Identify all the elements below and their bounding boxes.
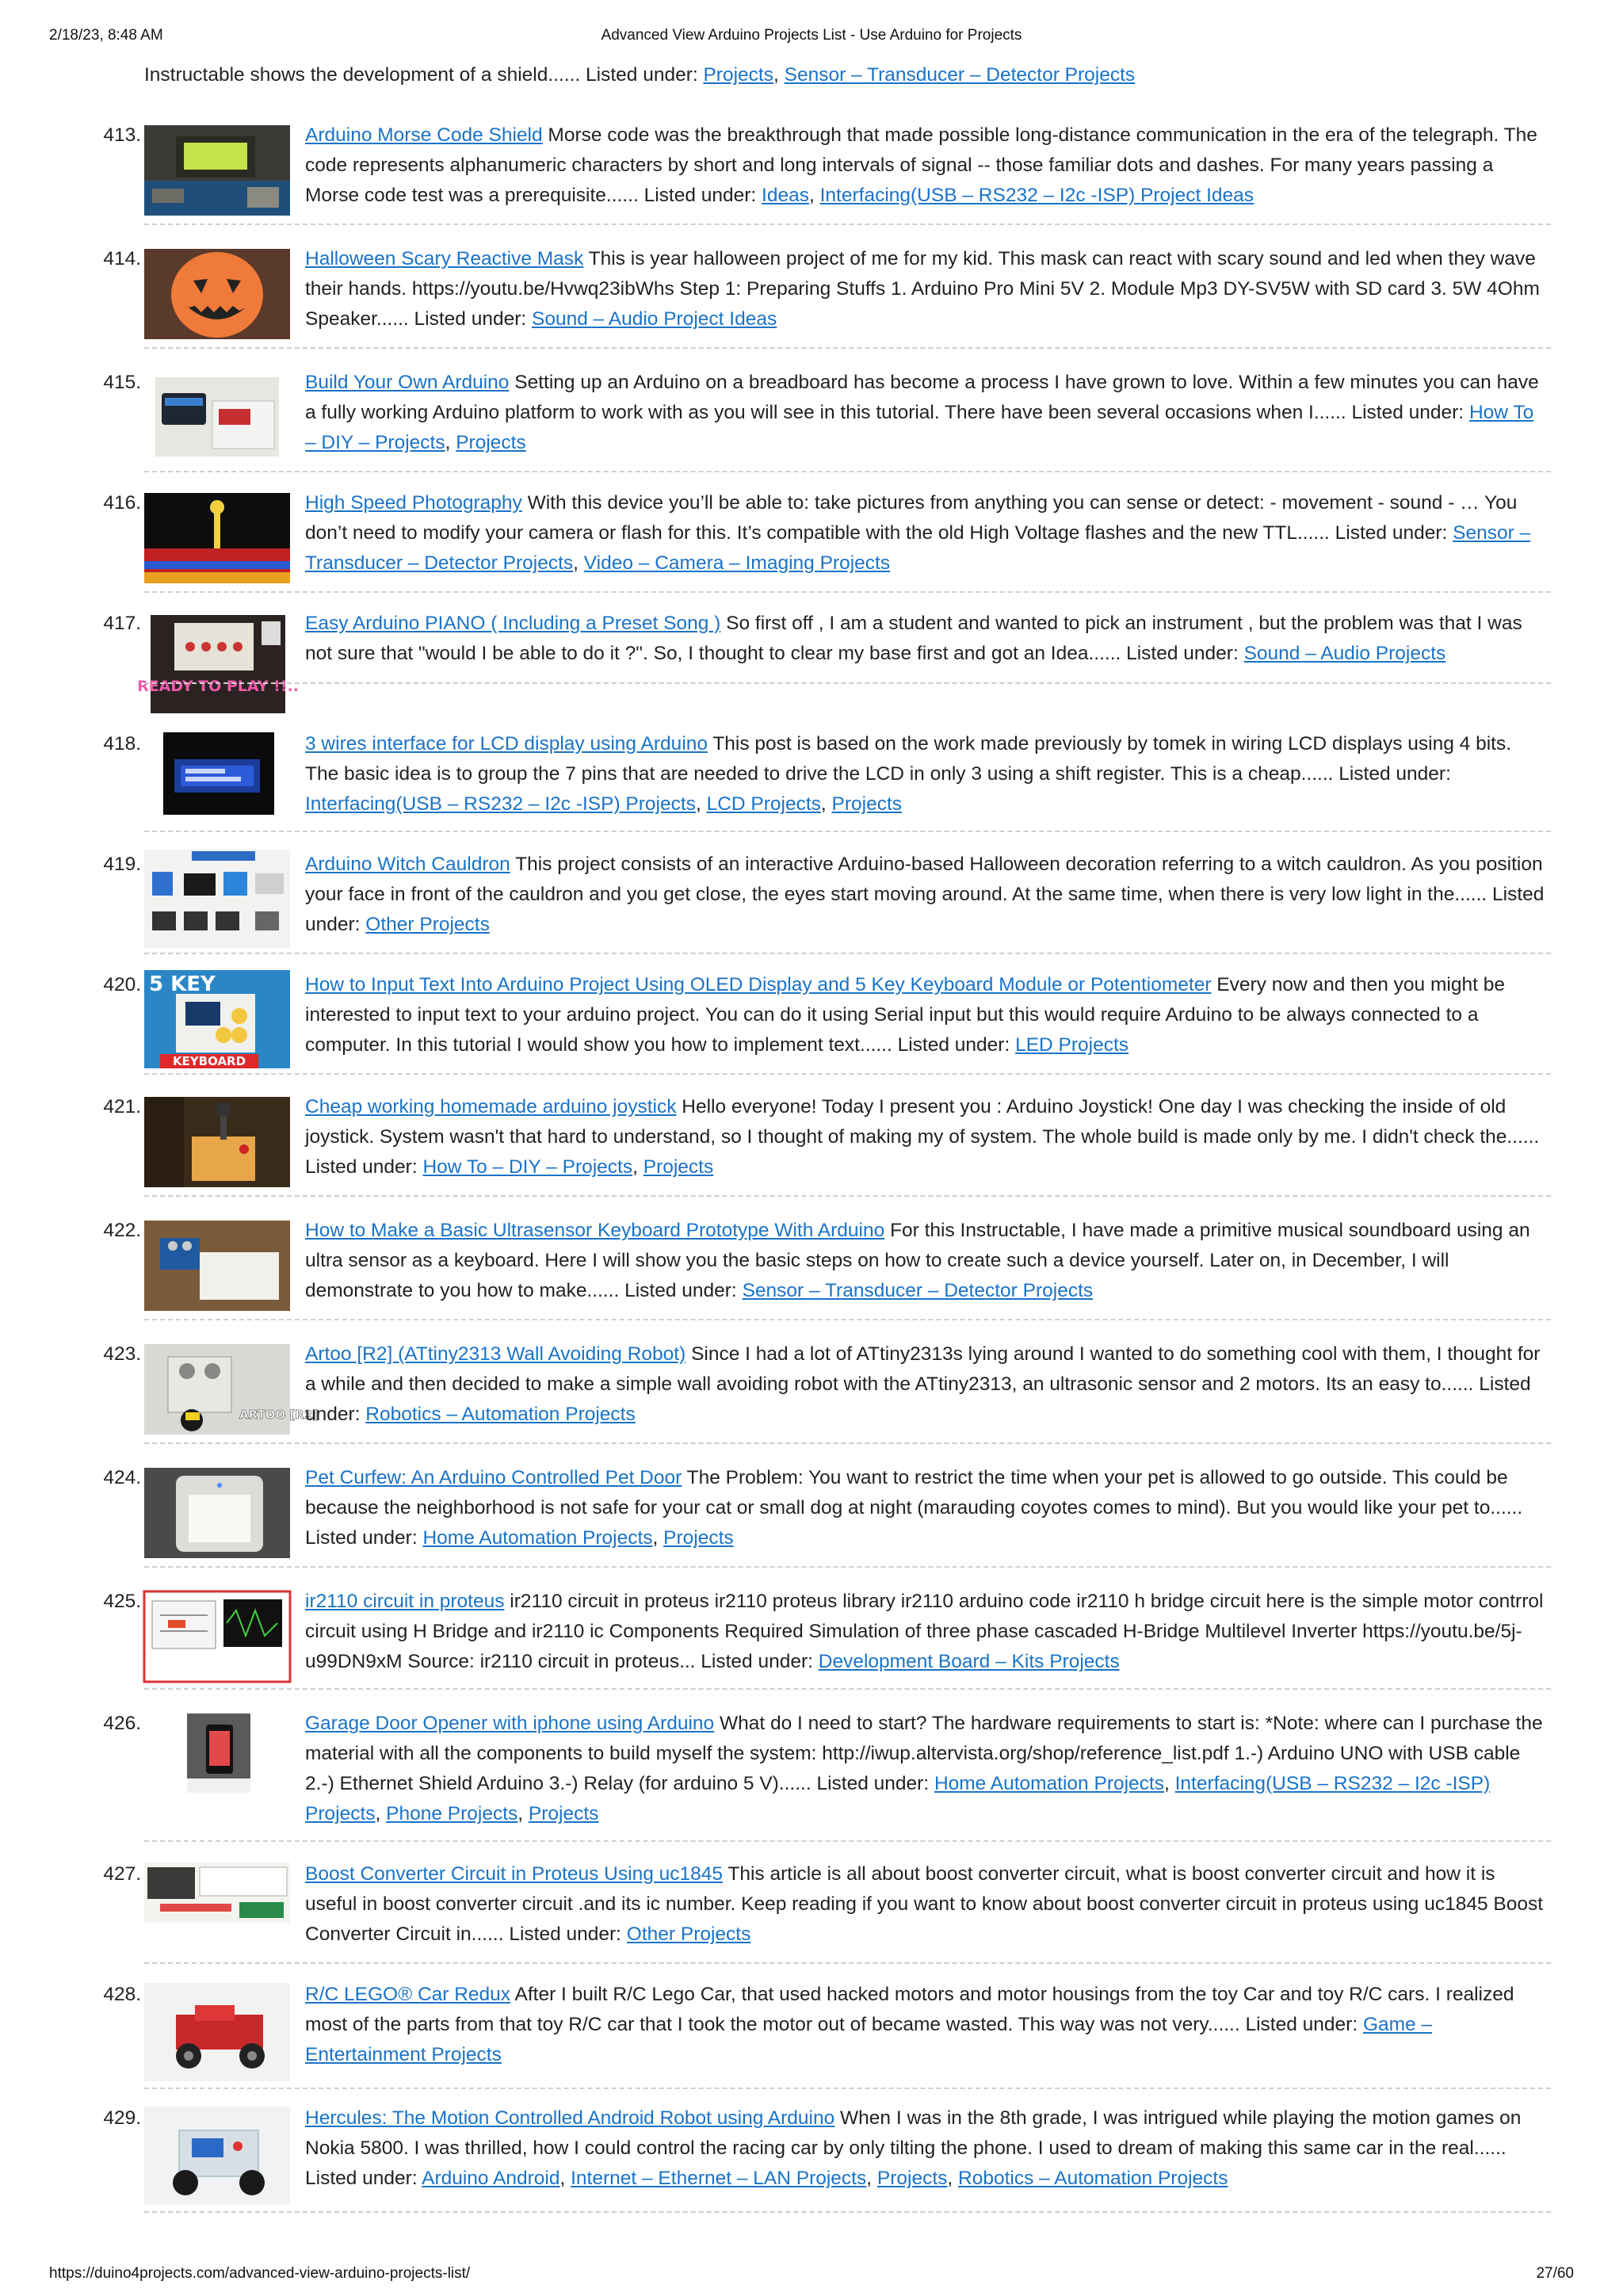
page-url: https://duino4projects.com/advanced-view-arduino-projects-list/ [49, 2265, 471, 2282]
item-number: 423. [103, 1343, 141, 1365]
page-number: 27/60 [1536, 2265, 1574, 2282]
item-divider [144, 1962, 1551, 1964]
item-number: 413. [103, 124, 141, 146]
category-link[interactable]: Sound – Audio Project Ideas [532, 308, 777, 330]
item-description: Hercules: The Motion Controlled Android Robot using Arduino When I was in the 8th grade, I was intrigued while playing the motion games on Nokia 5800. I was thrilled, how I could control the racing car by only tilting the phone. I used to dream of making this same car in the real...... Listed under: Arduino Android, Internet – Ethernet – LAN Projects, Projects, Robotics – Automation Projects [305, 2107, 1522, 2189]
item-description: Pet Curfew: An Arduino Controlled Pet Door The Problem: You want to restrict the time when your pet is allowed to go outside. This could be because the neighborhood is not safe for your cat or small dog at night (marauding coyotes comes to mind). But you would like your pet to...... Listed under: Home Automation Projects, Projects [305, 1467, 1523, 1549]
category-link[interactable]: Home Automation Projects [934, 1773, 1164, 1794]
intro-link-sensor[interactable]: Sensor – Transducer – Detector Projects [784, 64, 1136, 86]
joystick-photo [144, 1097, 290, 1187]
thumbnail-image[interactable] [144, 2107, 290, 2205]
item-description: Garage Door Opener with iphone using Arduino What do I need to start? The hardware requirements to start is: *Note: where can I purchase the material with all the components to build myself the system: http://iwup.altervista.org/shop/reference_list.pdf 1.-) Arduino UNO with USB cable 2.-) Ethernet Shield Arduino 3.-) Relay (for arduino 5 V)...... Listed under: Home Automation Projects, Interfacing(USB – RS232 – I2c -ISP) Projects, Phone Projects, Projects [305, 1713, 1543, 1824]
item-divider [144, 1566, 1551, 1568]
item-description: Arduino Morse Code Shield Morse code was the breakthrough that made possible long-distance communication in the era of the telegraph. The code represents alphanumeric characters by short and long intervals of signal -- those familiar dots and dashes. For many years passing a Morse code test was a prerequisite...... Listed under: Ideas, Interfacing(USB – RS232 – I2c -ISP) Project Ideas [305, 124, 1537, 206]
category-link[interactable]: Robotics – Automation Projects [365, 1404, 636, 1425]
item-title-link[interactable]: How to Input Text Into Arduino Project Using OLED Display and 5 Key Keyboard Module or Potentiometer [305, 974, 1212, 995]
item-title-link[interactable]: Arduino Witch Cauldron [305, 854, 510, 875]
thumbnail-image[interactable] [144, 1097, 290, 1187]
item-divider [144, 471, 1551, 472]
proteus-circuit-photo [144, 1591, 290, 1682]
pumpkin-mask-photo [144, 249, 290, 339]
item-number: 414. [103, 248, 141, 269]
item-number: 428. [103, 1984, 141, 2005]
intro-body: Instructable shows the development of a shield...... Listed under: [144, 64, 704, 86]
item-description [305, 1980, 1549, 2070]
thumbnail-image[interactable] [163, 732, 274, 815]
item-title-link[interactable]: 3 wires interface for LCD display using Arduino [305, 733, 708, 755]
thumbnail-image[interactable] [144, 1221, 290, 1311]
item-number: 424. [103, 1467, 141, 1488]
item-number: 420. [103, 974, 141, 995]
item-title-link[interactable]: Build Your Own Arduino [305, 372, 510, 393]
item-title-link[interactable]: Arduino Morse Code Shield [305, 124, 543, 146]
item-text: The Problem: You want to restrict the time when your pet is allowed to go outside. This could be because the neighborhood is not safe for your cat or small dog at night (marauding coyotes comes to mind). But you would like your pet to...... Listed under: [305, 1467, 1523, 1549]
item-description: High Speed Photography With this device you’ll be able to: take pictures from anything you can sense or detect: - movement - sound - … You don’t need to modify your camera or flash for this. It’s compatible with the old High Voltage flashes and the new TTL...... Listed under: Sensor – Transducer – Detector Projects, Video – Camera – Imaging Projects [305, 492, 1531, 574]
category-link[interactable]: Interfacing(USB – RS232 – I2c -ISP) Project Ideas [819, 185, 1254, 206]
item-text: This is year halloween project of me for my kid. This mask can react with scary sound and led when they wave their hands. https://youtu.be/Hvwq23ibWhs Step 1: Preparing Stuffs 1. Arduino Pro Mini 5V 2. Module Mp3 DY-SV5W with SD card 3. 5W 4Ohm Speaker...... Listed under: [305, 248, 1540, 330]
category-link[interactable]: Arduino Android [422, 2168, 560, 2189]
item-title-link[interactable]: Garage Door Opener with iphone using Arduino [305, 1713, 715, 1734]
boost-converter-photo [144, 1862, 290, 1923]
item-divider [144, 2211, 1551, 2213]
item-description: 3 wires interface for LCD display using Arduino This post is based on the work made previously by tomek in wiring LCD displays using 4 bits. The basic idea is to group the 7 pins that are needed to drive the LCD in only 3 using a shift register. This is a cheap...... Listed under: Interfacing(USB – RS232 – I2c -ISP) Projects, LCD Projects, Projects [305, 733, 1511, 815]
item-description [305, 1216, 1549, 1306]
thumbnail-image[interactable] [155, 377, 279, 457]
pet-door-photo [144, 1468, 290, 1558]
item-divider [144, 591, 1551, 593]
thumb-caption: 5 KEY [149, 972, 216, 996]
item-description [305, 850, 1549, 940]
category-link[interactable]: Projects [528, 1803, 599, 1824]
cauldron-components-photo [144, 850, 290, 948]
item-text: Since I had a lot of ATtiny2313s lying around I wanted to do something cool with them, I thought for a while and then decided to make a simple wall avoiding robot with the ATtiny2313, an ultrasonic sensor and 2 motors. Its an easy to...... Listed under: [305, 1343, 1541, 1425]
item-text: With this device you’ll be able to: take pictures from anything you can sense or detect: - movement - sound - … You don’t need to modify your camera or flash for this. It’s compatible with the old High Voltage flashes and the new TTL...... Listed under: [305, 492, 1518, 544]
category-link[interactable]: Video – Camera – Imaging Projects [583, 552, 891, 574]
item-text: Morse code was the breakthrough that made possible long-distance communication in the era of the telegraph. The code represents alphanumeric characters by short and long intervals of signal -- those familiar dots and dashes. For many years passing a Morse code test was a prerequisite...... Listed under: [305, 124, 1537, 206]
item-description [305, 970, 1549, 1060]
keyboard-module-photo [144, 970, 290, 1068]
item-number: 421. [103, 1096, 141, 1117]
arduino-piano-photo [137, 615, 299, 713]
item-text: For this Instructable, I have made a primitive musical soundboard using an ultra sensor as a keyboard. Here I will show you the basic steps on how to create such a device yourself. Later on, in December, I will demonstrate to you how to make...... Listed under: [305, 1220, 1530, 1301]
item-text: So first off , I am a student and wanted to pick an instrument , but the problem was that I was not sure that "would I be able to do it ?". So, I thought to clear my base first and got an Idea...... Listed under: [305, 613, 1522, 664]
category-link[interactable]: Home Automation Projects [422, 1527, 653, 1549]
category-link[interactable]: Sound – Audio Projects [1243, 643, 1446, 664]
category-link[interactable]: Projects [643, 1156, 714, 1178]
item-description [305, 1859, 1549, 1950]
category-link[interactable]: Robotics – Automation Projects [958, 2168, 1228, 2189]
item-text: Every now and then you might be interested to input text to your arduino project. You can do it using Serial input but this would require Arduino to be always connected to a computer. In this tutorial I would show you how to implement text...... Listed under: [305, 974, 1505, 1056]
category-link[interactable]: Other Projects [626, 1924, 751, 1945]
intro-text: Instructable shows the development of a shield...... Listed under: Projects, Sensor – Transducer – Detector Projects [144, 64, 1136, 86]
item-number: 426. [103, 1713, 141, 1734]
category-link[interactable]: Projects [663, 1527, 734, 1549]
item-number: 422. [103, 1220, 141, 1241]
item-number: 417. [103, 613, 141, 634]
print-footer [49, 2265, 1574, 2287]
category-link[interactable]: LED Projects [1015, 1034, 1129, 1056]
item-title-link[interactable]: R/C LEGO® Car Redux [305, 1984, 511, 2005]
thumbnail-image[interactable] [144, 249, 290, 339]
iphone-garage-photo [187, 1713, 250, 1793]
item-divider [144, 953, 1551, 954]
item-number: 425. [103, 1591, 141, 1612]
item-title-link[interactable]: How to Make a Basic Ultrasensor Keyboard Prototype With Arduino [305, 1220, 885, 1241]
thumbnail-image[interactable] [137, 615, 299, 713]
page-title: Advanced View Arduino Projects List - Use Arduino for Projects [601, 27, 1022, 44]
category-link[interactable]: Projects [456, 432, 526, 453]
category-link[interactable]: Phone Projects [386, 1803, 518, 1824]
item-description: Cheap working homemade arduino joystick Hello everyone! Today I present you : Arduino Joystick! One day I was checking the inside of old joystick. System wasn't that hard to understand, so I thought of making my of system. The whole build is made only by me. I didn't check the...... Listed under: How To – DIY – Projects, Projects [305, 1096, 1540, 1178]
item-title-link[interactable]: Halloween Scary Reactive Mask [305, 248, 584, 269]
item-description: Build Your Own Arduino Setting up an Arduino on a breadboard has become a process I have grown to love. Within a few minutes you can have a fully working Arduino platform to work with as you will see in this tutorial. There have been several occasions when I...... Listed under: How To – DIY – Projects, Projects [305, 372, 1539, 453]
item-title-link[interactable]: Boost Converter Circuit in Proteus Using uc1845 [305, 1863, 724, 1885]
item-text: This project consists of an interactive Arduino-based Halloween decoration referring to a witch cauldron. As you position your face in front of the cauldron and you get close, the eyes start moving around. At the same time, when there is very low light in the...... Listed under: [305, 854, 1545, 935]
item-text: This article is all about boost converter circuit, what is boost converter circuit and how it is useful in boost converter circuit .and its ic number. Keep reading if you want to know about boost converter circuit in proteus using uc1845 Boost Converter Circuit in...... Listed under: [305, 1863, 1544, 1945]
item-description [305, 1587, 1549, 1677]
thumbnail-image[interactable] [144, 1591, 290, 1682]
lcd-shield-photo [144, 125, 290, 216]
item-title-link[interactable]: Artoo [R2] (ATtiny2313 Wall Avoiding Robot) [305, 1343, 686, 1365]
category-link[interactable]: Interfacing(USB – RS232 – I2c -ISP) Projects [305, 793, 696, 815]
item-description [305, 1339, 1549, 1430]
item-divider [144, 347, 1551, 349]
category-link[interactable]: LCD Projects [706, 793, 821, 815]
item-title-link[interactable]: ir2110 circuit in proteus [305, 1591, 505, 1612]
item-number: 415. [103, 372, 141, 393]
breadboard-arduino-photo [155, 377, 279, 457]
item-title-link[interactable]: Pet Curfew: An Arduino Controlled Pet Door [305, 1467, 682, 1488]
thumbnail-image[interactable] [144, 1468, 290, 1558]
thumbnail-image[interactable] [187, 1713, 250, 1793]
item-text: When I was in the 8th grade, I was intrigued while playing the motion games on Nokia 5800. I was thrilled, how I could control the racing car by only tilting the phone. I used to dream of making this same car in the real...... Listed under: [305, 2107, 1522, 2189]
item-text: After I built R/C Lego Car, that used hacked motors and motor housings from the toy Car and toy R/C cars. I realized most of the parts from that toy R/C car that I took the motor out of became wasted. This way was not very...... Listed under: [305, 1984, 1514, 2035]
thumbnail-image[interactable] [144, 1344, 319, 1435]
category-link[interactable]: Sensor – Transducer – Detector Projects [742, 1280, 1094, 1301]
item-divider [144, 1688, 1551, 1690]
lcd-display-photo [163, 732, 274, 815]
lego-car-photo [144, 1983, 290, 2081]
thumbnail-image[interactable] [144, 970, 290, 1068]
item-text: Hello everyone! Today I present you : Arduino Joystick! One day I was checking the inside of old joystick. System wasn't that hard to understand, so I thought of making my of system. The whole build is made only by me. I didn't check the...... Listed under: [305, 1096, 1540, 1178]
item-divider [144, 1442, 1551, 1444]
item-text: Setting up an Arduino on a breadboard has become a process I have grown to love. Within a few minutes you can have a fully working Arduino platform to work with as you will see in this tutorial. There have been several occasions when I...... Listed under: [305, 372, 1539, 423]
android-robot-photo [144, 2107, 290, 2205]
item-text: ir2110 circuit in proteus ir2110 proteus library ir2110 arduino code ir2110 h bridge circuit here is the simple motor contrrol circuit using H Bridge and ir2110 ic Components Required Simulation of three phase cascaded H-Bridge Multilevel Inverter https://youtu.be/5j-u99DN9xM Source: ir2110 circuit in proteus... Listed under: [305, 1591, 1544, 1672]
item-divider [144, 1195, 1551, 1197]
category-link[interactable]: How To – DIY – Projects [305, 402, 1534, 453]
thumbnail-image[interactable] [144, 850, 290, 948]
thumbnail-image[interactable] [144, 1983, 290, 2081]
print-header [49, 27, 1574, 49]
category-link[interactable]: Game – Entertainment Projects [305, 2014, 1433, 2065]
splash-photo [144, 493, 290, 583]
thumb-caption: KEYBOARD [172, 1054, 246, 1068]
thumb-caption: ARTOO [R2] [239, 1408, 319, 1422]
category-link[interactable]: Ideas [762, 185, 809, 206]
item-description [305, 244, 1549, 334]
category-link[interactable]: Interfacing(USB – RS232 – I2c -ISP) Projects [305, 1773, 1491, 1824]
item-number: 416. [103, 492, 141, 514]
wall-avoiding-robot-photo [144, 1344, 319, 1435]
ultrasensor-keyboard-photo [144, 1221, 290, 1311]
category-link[interactable]: Sensor – Transducer – Detector Projects [305, 522, 1531, 574]
item-title-link[interactable]: Easy Arduino PIANO ( Including a Preset Song ) [305, 613, 721, 634]
thumbnail-image[interactable] [144, 125, 290, 216]
category-link[interactable]: Internet – Ethernet – LAN Projects [571, 2168, 867, 2189]
item-divider [144, 831, 1551, 832]
category-link[interactable]: Development Board – Kits Projects [818, 1651, 1120, 1672]
thumbnail-image[interactable] [144, 1862, 290, 1923]
category-link[interactable]: Projects [831, 793, 903, 815]
item-text: What do I need to start? The hardware requirements to start is: *Note: where can I purchase the material with all the components to build myself the system: http://iwup.altervista.org/shop/reference_list.pdf 1.-) Arduino UNO with USB cable 2.-) Ethernet Shield Arduino 3.-) Relay (for arduino 5 V)...... Listed under: [305, 1713, 1543, 1794]
item-number: 419. [103, 854, 141, 875]
item-title-link[interactable]: Cheap working homemade arduino joystick [305, 1096, 677, 1117]
item-text: This post is based on the work made previously by tomek in wiring LCD displays using 4 bits. The basic idea is to group the 7 pins that are needed to drive the LCD in only 3 using a shift register. This is a cheap...... Listed under: [305, 733, 1511, 785]
item-number: 427. [103, 1863, 141, 1885]
item-divider [144, 1840, 1551, 1842]
item-number: 429. [103, 2107, 141, 2129]
thumb-caption: READY TO PLAY !!.. [137, 678, 299, 695]
print-datetime: 2/18/23, 8:48 AM [49, 27, 163, 44]
category-link[interactable]: How To – DIY – Projects [422, 1156, 633, 1178]
item-divider [144, 1319, 1551, 1320]
item-title-link[interactable]: High Speed Photography [305, 492, 522, 514]
category-link[interactable]: Projects [876, 2168, 948, 2189]
item-title-link[interactable]: Hercules: The Motion Controlled Android Robot using Arduino [305, 2107, 835, 2129]
intro-link-projects[interactable]: Projects [703, 64, 773, 86]
item-description [305, 609, 1549, 669]
item-number: 418. [103, 733, 141, 755]
item-divider [144, 2088, 1551, 2089]
thumbnail-image[interactable] [144, 493, 290, 583]
category-link[interactable]: Other Projects [365, 914, 490, 935]
item-divider [144, 223, 1551, 225]
item-divider [144, 1073, 1551, 1075]
item-divider [144, 682, 1551, 684]
